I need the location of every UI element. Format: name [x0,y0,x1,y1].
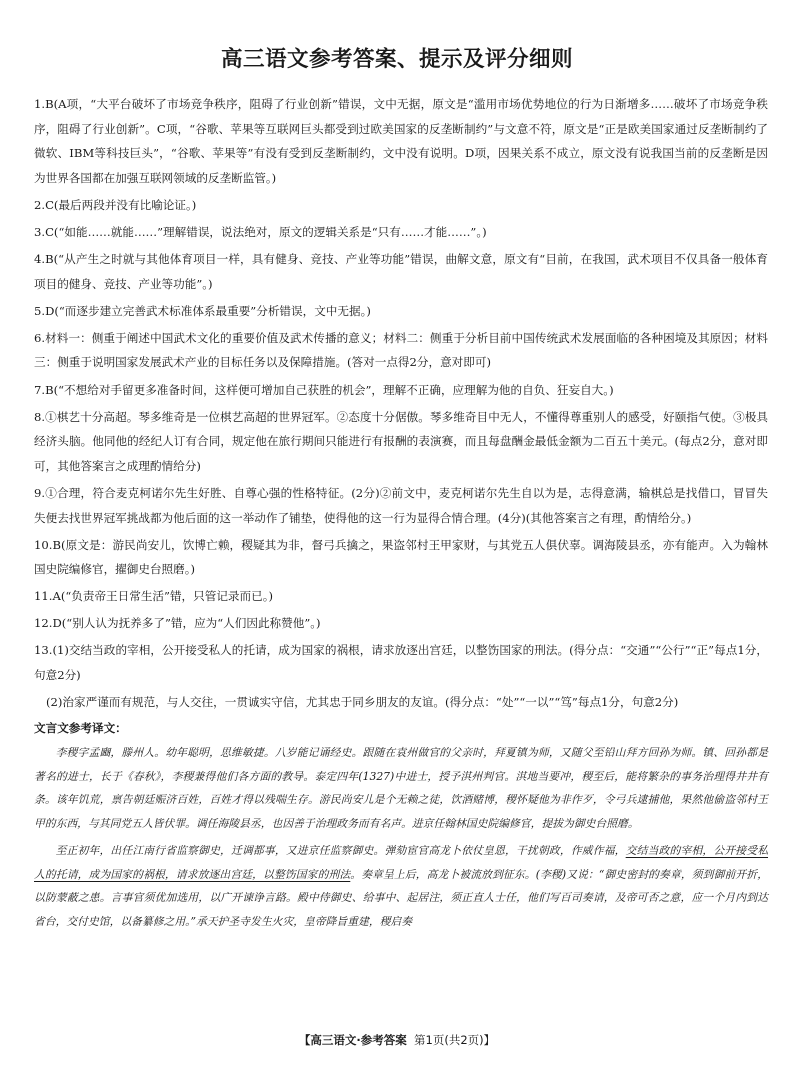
answer-text: C(“如能……就能……”理解错误，说法绝对，原文的逻辑关系是“只有……才能……”。) [45,224,487,239]
answer-number: 7. [34,382,46,397]
answer-number: 12. [34,616,53,631]
answer-item-3 [34,220,768,245]
answer-item-2 [34,193,768,218]
answer-text: 材料一：侧重于阐述中国武术文化的重要价值及武术传播的意义；材料二：侧重于分析目前中国传统武术发展面临的各种困境及其原因；材料三：侧重于说明国家发展武术产业的目标任务以及保障措施。(答对一点得2分，意对即可) [34,330,768,370]
answer-item-6 [34,326,768,375]
answer-text: B(原文是：游民尚安儿，饮博亡赖，稷疑其为非，督弓兵擒之，果盗邻村王甲家财，与其党五人俱伏辜。调海陵县丞，亦有能声。入为翰林国史院编修官，擢御史台照磨。) [34,537,768,577]
answer-text: B(“不想给对手留更多准备时间，这样便可增加自己获胜的机会”，理解不正确，应理解为他的自负、狂妄自大。) [45,382,614,397]
answer-text: B(“从产生之时就与其他体育项目一样，具有健身、竞技、产业等功能”错误，曲解文意，原文有“目前，在我国，武术项目不仅具备一般体育项目的健身、竞技、产业等功能”。) [34,252,768,291]
answer-item-10 [34,533,768,582]
translation-paragraph-2 [34,839,768,933]
answer-number: 10. [34,537,53,552]
answer-number: 1. [34,97,46,111]
answer-number: 6. [34,330,46,345]
answer-content [34,92,768,937]
underlined-translation-text: 交结当政的宰相，公开接受私人的托请，成为国家的祸根，请求放逐出宫廷，以整饬国家的刑法 [34,844,769,881]
answer-number: 4. [34,252,46,267]
answer-number: 13. [34,643,53,658]
answer-13-part-2: (2)治家严谨而有规范，与人交往，一贯诚实守信，尤其忠于同乡朋友的友谊。(得分点：“处”“一以”“笃”每点1分，句意2分) [46,695,679,710]
answer-number: 2. [34,197,46,212]
answer-item-9 [34,481,768,530]
translation-heading: 文言文参考译文： [34,721,127,736]
answer-number: 8. [34,409,46,424]
answer-13-part-1: (1)交结当政的宰相，公开接受私人的托请，成为国家的祸根，请求放逐出宫廷，以整饬国家的刑法。(得分点：“交通”“公行”“正”每点1分，句意2分) [34,643,768,683]
answer-item-4 [34,247,768,296]
answer-item-7 [34,378,768,403]
answer-item-8 [34,405,768,479]
answer-number: 5. [34,303,46,318]
answer-text: D(“而逐步建立完善武术标准体系最重要”分析错误，文中无据。) [45,303,371,318]
answer-item-5 [34,299,768,324]
translation-text: 至正初年，出任江南行省监察御史，迁调都事，又进京任监察御史。弹劾宦官高龙卜依仗皇恩，干扰朝政，作威作福， [55,844,626,858]
answer-text: C(最后两段并没有比喻论证。) [45,197,197,212]
footer-page-number: 第1页(共2页)】 [414,1033,496,1047]
translation-paragraph-1: 李稷字孟豳，滕州人。幼年聪明，思维敏捷。八岁能记诵经史。跟随在袁州做官的父亲时，拜夏镇为师，又随父至铅山拜方回孙为师。镇、回孙都是著名的进士，长于《春秋》，李稷兼得他们各方面的教导。泰定四年(1327)中进士，授予淇州判官。淇地当要冲，稷至后，能将繁杂的事务治理得井井有条。该年饥荒，禀告朝廷赈济百姓，百姓才得以残喘生存。游民尚安儿是个无赖之徒，饮酒赌博，稷怀疑他为非作歹，令弓兵逮捕他，果然他偷盗邻村王甲的东西，与其同党五人皆伏罪。调任海陵县丞，也因善于治理政务而有名声。进京任翰林国史院编修官，提拔为御史台照磨。 [34,746,768,830]
answer-number: 3. [34,224,46,239]
answer-text: ①棋艺十分高超。琴多维奇是一位棋艺高超的世界冠军。②态度十分倨傲。琴多维奇目中无人，不懂得尊重别人的感受，好颐指气使。③极具经济头脑。他同他的经纪人订有合同，规定他在旅行期间只能进行有报酬的表演赛，而且每盘酬金最低金额为二百五十美元。(每点2分，意对即可，其他答案言之成理酌情给分) [34,409,768,473]
answer-text: D(“别人认为抚养多了”错，应为“人们因此称赞他”。) [52,616,321,631]
answer-item-1 [34,92,768,190]
page-footer [0,1032,794,1048]
footer-label: 【高三语文·参考答案 [298,1033,407,1047]
answer-item-13 [34,638,768,687]
answer-item-11 [34,584,768,609]
answer-item-13-part-2 [34,690,768,715]
translation-text: 。奏章呈上后，高龙卜被流放到征东。(李稷)又说：“御史密封的奏章，须到御前开折，以防蒙蔽之患。言事官须优加选用，以广开谏诤言路。殿中侍御史、给事中、起居注，须正直人士任，他们写百司奏请，及帝可否之意，应一个月内到达省台，交付史馆，以备纂修之用。”承天护圣寺发生火灾，皇帝降旨重建，稷启奏 [34,867,768,928]
answer-text: ①合理，符合麦克柯诺尔先生好胜、自尊心强的性格特征。(2分)②前文中，麦克柯诺尔先生自以为是，志得意满，输棋总是找借口，冒冒失失便去找世界冠军挑战都为他后面的这一举动作了铺垫，使得他的这一行为显得合情合理。(4分)(其他答案言之有理，酌情给分。) [34,485,768,525]
answer-text: A(“负责帝王日常生活”错，只管记录而已。) [52,589,274,604]
answer-number: 11. [34,589,53,604]
page-title: 高三语文参考答案、提示及评分细则 [220,47,573,72]
answer-number: 9. [34,485,46,500]
answer-item-12 [34,611,768,636]
answer-text: B(A项，“大平台破坏了市场竞争秩序，阻碍了行业创新”错误，文中无据，原文是“滥用市场优势地位的行为日渐增多……破坏了市场竞争秩序，阻碍了行业创新”。C项，“谷歌、苹果等互联网巨头都受到过欧美国家的反垄断制约”与文意不符，原文是“正是欧美国家通过反垄断制约了微软、IBM等科技巨头”，“谷歌、苹果等”有没有受到反垄断制约，文中没有说明。D项，因果关系不成立，原文没有说我国当前的反垄断是因为世界各国都在加强互联网领域的反垄断监管。) [34,97,768,185]
